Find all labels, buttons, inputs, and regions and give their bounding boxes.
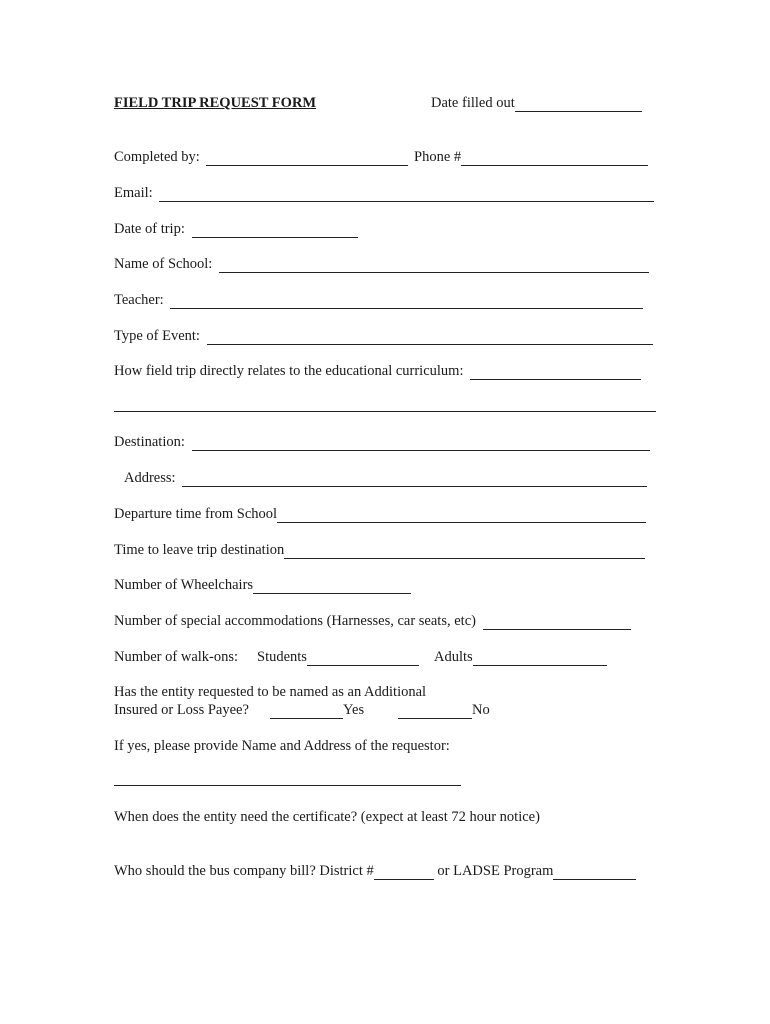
yes-field[interactable] (270, 703, 343, 719)
destination-field[interactable] (192, 435, 650, 451)
teacher-label: Teacher: (114, 292, 164, 308)
destination-label: Destination: (114, 434, 185, 450)
no-field[interactable] (398, 703, 472, 719)
accommodations-label: Number of special accommodations (Harnesses, car seats, etc) (114, 613, 476, 629)
school-row (114, 255, 649, 273)
departure-row (114, 505, 646, 523)
date-of-trip-row (114, 220, 358, 238)
date-of-trip-field[interactable] (192, 222, 358, 238)
destination-row (114, 433, 650, 451)
completed-by-field[interactable] (206, 150, 408, 166)
wheelchairs-field[interactable] (253, 578, 411, 594)
insured-question-text: Has the entity requested to be named as an Additional (114, 684, 427, 700)
date-of-trip-label: Date of trip: (114, 221, 185, 237)
certificate-label: When does the entity need the certificate? (expect at least 72 hour notice) (114, 809, 540, 825)
ladse-label: or LADSE Program (437, 863, 554, 879)
wheelchairs-label: Number of Wheelchairs (114, 577, 254, 593)
insured-question-line1 (114, 683, 426, 701)
walkons-label: Number of walk-ons: (114, 649, 239, 665)
curriculum-continuation-line[interactable] (114, 411, 656, 412)
bus-bill-row (114, 862, 636, 880)
teacher-field[interactable] (170, 293, 643, 309)
school-label: Name of School: (114, 256, 213, 272)
teacher-row (114, 291, 643, 309)
insured-question-text-2: Insured or Loss Payee? (114, 702, 249, 718)
ladse-program-field[interactable] (553, 864, 636, 880)
phone-label: Phone # (414, 149, 462, 165)
completed-by-row (114, 148, 462, 166)
departure-label: Departure time from School (114, 506, 278, 522)
school-field[interactable] (219, 257, 649, 273)
curriculum-row (114, 362, 641, 380)
requestor-label: If yes, please provide Name and Address of the requestor: (114, 738, 450, 754)
adults-field[interactable] (473, 650, 607, 666)
leave-time-row (114, 541, 645, 559)
leave-time-label: Time to leave trip destination (114, 542, 285, 558)
students-field[interactable] (307, 650, 419, 666)
requestor-row (114, 737, 450, 755)
address-row (124, 469, 647, 487)
email-row (114, 184, 654, 202)
certificate-row (114, 808, 540, 826)
departure-field[interactable] (277, 507, 646, 523)
event-type-field[interactable] (207, 329, 653, 345)
adults-label: Adults (434, 649, 473, 665)
wheelchairs-row (114, 576, 411, 594)
accommodations-field[interactable] (483, 614, 631, 630)
yes-label: Yes (343, 702, 365, 718)
event-type-label: Type of Event: (114, 328, 200, 344)
email-label: Email: (114, 185, 153, 201)
email-field[interactable] (159, 186, 654, 202)
address-field[interactable] (182, 471, 647, 487)
leave-time-field[interactable] (284, 543, 645, 559)
students-label: Students (257, 649, 307, 665)
insured-question-line2 (114, 701, 490, 719)
bus-bill-label: Who should the bus company bill? District # (114, 863, 374, 879)
form-header (114, 94, 654, 112)
walkons-row (114, 648, 473, 666)
requestor-field-line[interactable] (114, 785, 461, 786)
curriculum-label: How field trip directly relates to the educational curriculum: (114, 363, 464, 379)
accommodations-row (114, 612, 631, 630)
no-label: No (472, 702, 490, 718)
address-label: Address: (124, 470, 176, 486)
completed-by-label: Completed by: (114, 149, 200, 165)
curriculum-field[interactable] (470, 364, 641, 380)
event-type-row (114, 327, 653, 345)
phone-field[interactable] (461, 150, 648, 166)
date-filled-field[interactable] (515, 96, 642, 112)
form-title: FIELD TRIP REQUEST FORM (114, 95, 317, 111)
district-field[interactable] (374, 864, 434, 880)
date-filled-label: Date filled out (431, 95, 515, 111)
